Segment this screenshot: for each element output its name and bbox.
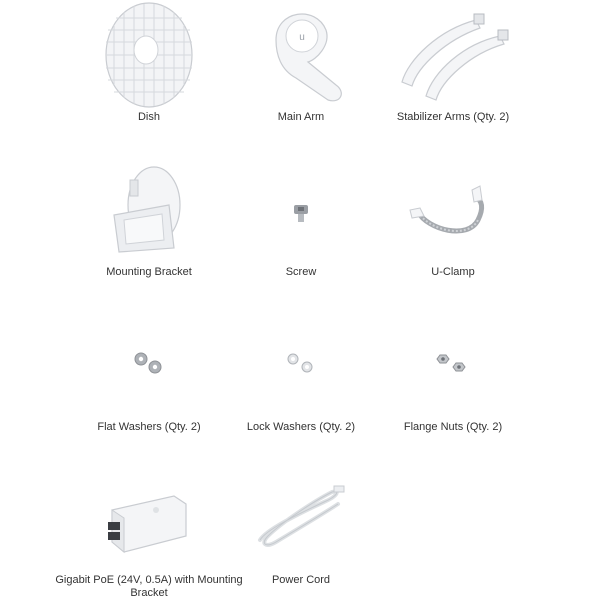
mounting-bracket-label: Mounting Bracket	[106, 266, 192, 278]
power-cord-label: Power Cord	[271, 574, 331, 586]
flange-nuts-label: Flange Nuts (Qty. 2)	[403, 421, 503, 433]
stabilizer-arms-label: Stabilizer Arms (Qty. 2)	[396, 111, 510, 123]
svg-text:u: u	[299, 32, 305, 43]
dish-label: Dish	[137, 111, 160, 123]
gigabit-poe-label: Gigabit PoE (24V, 0.5A) with Mounting Bracket	[55, 574, 243, 599]
flat-washers-label: Flat Washers (Qty. 2)	[97, 421, 201, 433]
power-cord-image	[201, 470, 401, 580]
u-clamp-image	[353, 160, 553, 270]
lock-washers-label: Lock Washers (Qty. 2)	[246, 421, 356, 433]
main-arm-label: Main Arm	[277, 111, 325, 123]
stabilizer-arms-image	[353, 0, 553, 110]
u-clamp-label: U-Clamp	[431, 266, 475, 278]
flange-nuts-image	[353, 315, 553, 425]
screw-label: Screw	[285, 266, 317, 278]
